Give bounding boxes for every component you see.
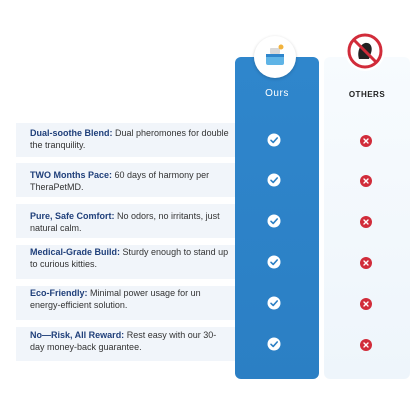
- feature-title: Dual-soothe Blend:: [30, 128, 113, 138]
- feature-description: Sturdy enough to stand up to curious kitties.: [30, 247, 229, 269]
- feature-description: Minimal power usage for un energy-efficient solution.: [30, 288, 201, 310]
- check-circle-icon: [267, 296, 281, 310]
- x-circle-icon: [360, 175, 372, 187]
- feature-row-text: [30, 127, 230, 151]
- feature-row-text: [30, 287, 230, 311]
- x-circle-icon: [360, 339, 372, 351]
- feature-description: Dual pheromones for double the tranquility.: [30, 128, 229, 150]
- feature-title: Medical-Grade Build:: [30, 247, 121, 257]
- check-circle-icon: [267, 255, 281, 269]
- product-jar-icon: [254, 36, 296, 78]
- x-circle-icon: [360, 298, 372, 310]
- feature-title: Pure, Safe Comfort:: [30, 211, 115, 221]
- x-circle-icon: [360, 135, 372, 147]
- feature-title: No—Risk, All Reward:: [30, 330, 125, 340]
- others-column-label: OTHERS: [348, 90, 386, 99]
- feature-description: No odors, no irritants, just natural calm.: [30, 211, 220, 233]
- check-circle-icon: [267, 337, 281, 351]
- feature-row-text: [30, 329, 230, 353]
- check-circle-icon: [267, 173, 281, 187]
- check-circle-icon: [267, 133, 281, 147]
- feature-title: Eco-Friendly:: [30, 288, 88, 298]
- feature-description: 60 days of harmony per TheraPetMD.: [30, 170, 210, 192]
- check-circle-icon: [267, 214, 281, 228]
- ours-column-label: Ours: [265, 88, 289, 99]
- feature-row-text: [30, 210, 230, 234]
- x-circle-icon: [360, 216, 372, 228]
- no-sign-icon: [345, 31, 385, 71]
- x-circle-icon: [360, 257, 372, 269]
- feature-row-text: [30, 246, 230, 270]
- feature-description: Rest easy with our 30-day money-back guarantee.: [30, 330, 217, 352]
- feature-title: TWO Months Pace:: [30, 170, 113, 180]
- feature-row-text: [30, 169, 230, 193]
